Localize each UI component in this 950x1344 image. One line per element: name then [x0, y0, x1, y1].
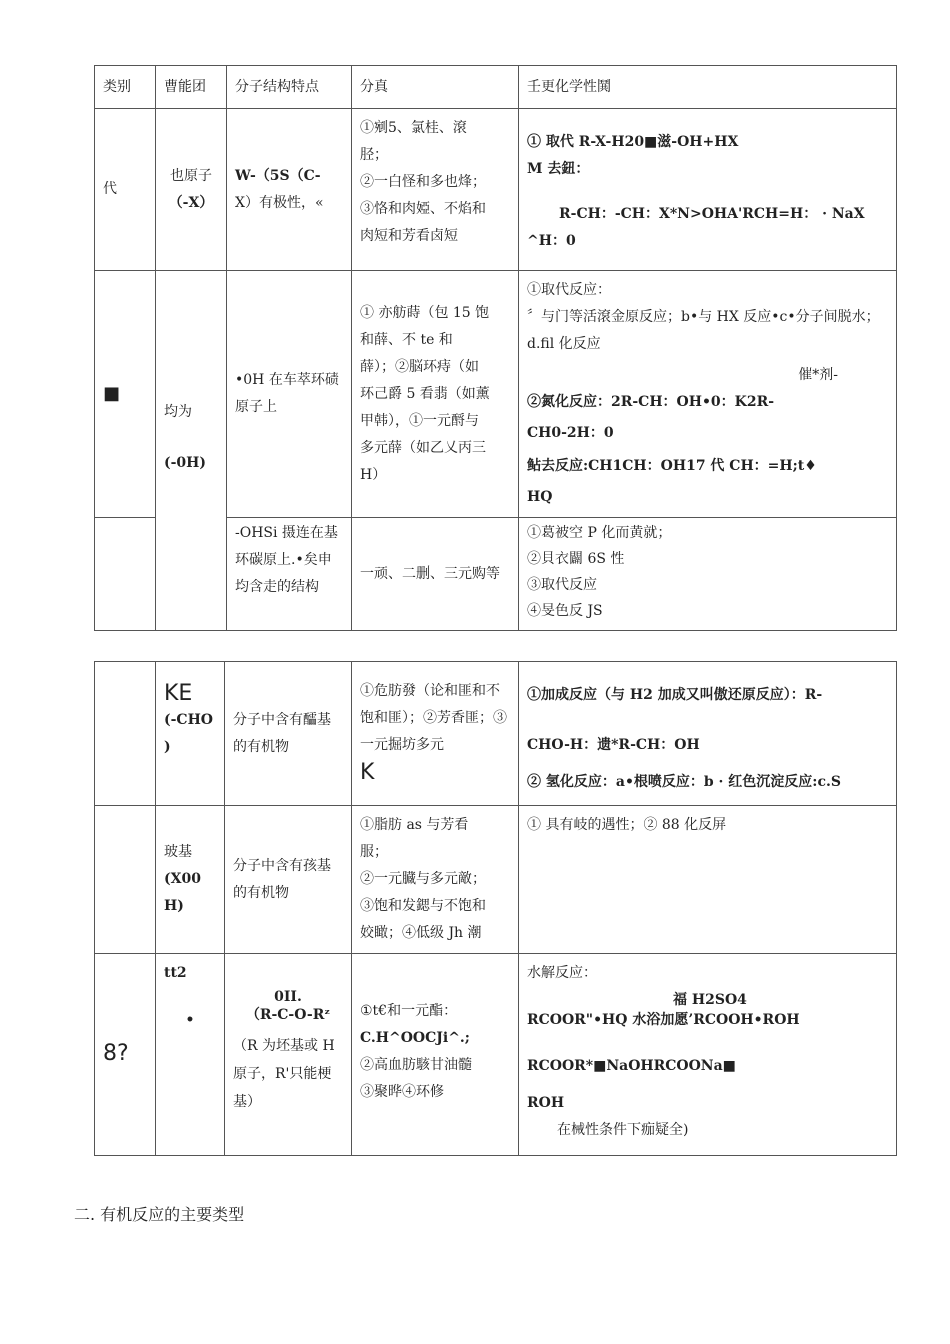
classification-cell: ①t€和一元酯： C.H^OOCJi^.; ②高血肪駭甘油髓 ③聚晔④环修	[352, 954, 519, 1156]
category-cell: ■	[95, 271, 156, 518]
classification-cell: ① 亦舫蒔（包 15 饱 和薛、不 te 和 薛）；②脳环痔（如 环己爵 5 看翡（如薰 甲韩），①一元酹与 多元薛（如乙乂丙三 H）	[352, 271, 519, 518]
structure-cell: 分子中含有醽基的有机物	[225, 662, 352, 806]
structure-cell: 0II. （R-C-O-Rᶻ （R 为坯基或 H 原子，R'只能梗基）	[225, 954, 352, 1156]
properties-cell: ① 具有岐的遇性；② 88 化反屏	[519, 806, 897, 954]
category-cell: 代	[95, 109, 156, 271]
structure-cell: 分子中含有孩基的有机物	[225, 806, 352, 954]
category-cell	[95, 662, 156, 806]
functional-group-cell: KE (-CHO )	[156, 662, 225, 806]
category-cell: 8?	[95, 954, 156, 1156]
header-properties: 壬更化学性鬨	[519, 66, 897, 109]
classification-cell: ①脂肪 as 与芳看 服； ②一元臓与多元敵； ③饱和发鍶与不饱和 姣瞰；④低级 Jh 潮	[352, 806, 519, 954]
properties-cell: 水解反应： 福 H2SO4 RCOOR"•HQ 水浴加愿’RCOOH•ROH RCOOR*■NaOHRCOONa■ ROH 在械性条件下痂疑全)	[519, 954, 897, 1156]
structure-cell: -OHSi 摄连在基环碳原上.•矣申均含走的结构	[227, 518, 352, 631]
functional-group-cell: 均为 (-0H)	[156, 271, 227, 631]
header-category: 类别	[95, 66, 156, 109]
properties-cell: ①葛被空 P 化而黄就； ②貝衣闢 6S 性 ③取代反应 ④旻色反 JS	[519, 518, 897, 631]
functional-group-cell: 玻基 (X00 H)	[156, 806, 225, 954]
properties-cell: ①取代反应： 〞与门等活滾金原反应；b•与 HX 反应•c•分子间脱水；d.fil 化反应 催*剂- ②氮化反应：2R-CH：OH•0：K2R- CH0-2H：0 鲇去反应:CH1CH：OH17 代 CH：=H;t♦ HQ	[519, 271, 897, 518]
structure-cell: W-（5S（C- X）有极性，«	[227, 109, 352, 271]
table-header-row	[95, 66, 897, 109]
classification-cell: ①剜5、氯桂、滾 胫； ②一白怪和多也烽； ③恪和肉婭、不焰和 肉短和芳看卤短	[352, 109, 519, 271]
functional-group-cell: 也原子 （-X）	[156, 109, 227, 271]
structure-cell: •0H 在车萃环碛原子上	[227, 271, 352, 518]
table-row	[95, 954, 897, 1156]
header-classification: 分真	[352, 66, 519, 109]
properties-cell: ① 取代 R-X-H20■滋-OH+HX M 去鈕： R-CH：-CH：X*N>OHA'RCH=H： · NaX ^H：0	[519, 109, 897, 271]
table-row	[95, 271, 897, 518]
category-cell	[95, 806, 156, 954]
table-row	[95, 109, 897, 271]
table-row	[95, 806, 897, 954]
classification-cell: ①危肪發（论和匪和不饱和匪）；②芳香匪；③一元掘坊多元 K	[352, 662, 519, 806]
section-heading: 二. 有机反应的主要类型	[74, 1205, 245, 1224]
functional-group-table-1	[94, 65, 897, 631]
header-structure: 分子结构特点	[227, 66, 352, 109]
category-cell	[95, 518, 156, 631]
functional-group-cell: tt2 •	[156, 954, 225, 1156]
functional-group-table-2	[94, 661, 897, 1156]
properties-cell: ①加成反应（与 H2 加成又叫傲还原反应）：R- CHO-H：遗*R-CH：OH ② 氢化反应：a•根喷反应：b · 红色沉淀反应:c.S	[519, 662, 897, 806]
table-row	[95, 662, 897, 806]
classification-cell: 一顽、二删、三元购等	[352, 518, 519, 631]
header-functional-group: 曹能团	[156, 66, 227, 109]
